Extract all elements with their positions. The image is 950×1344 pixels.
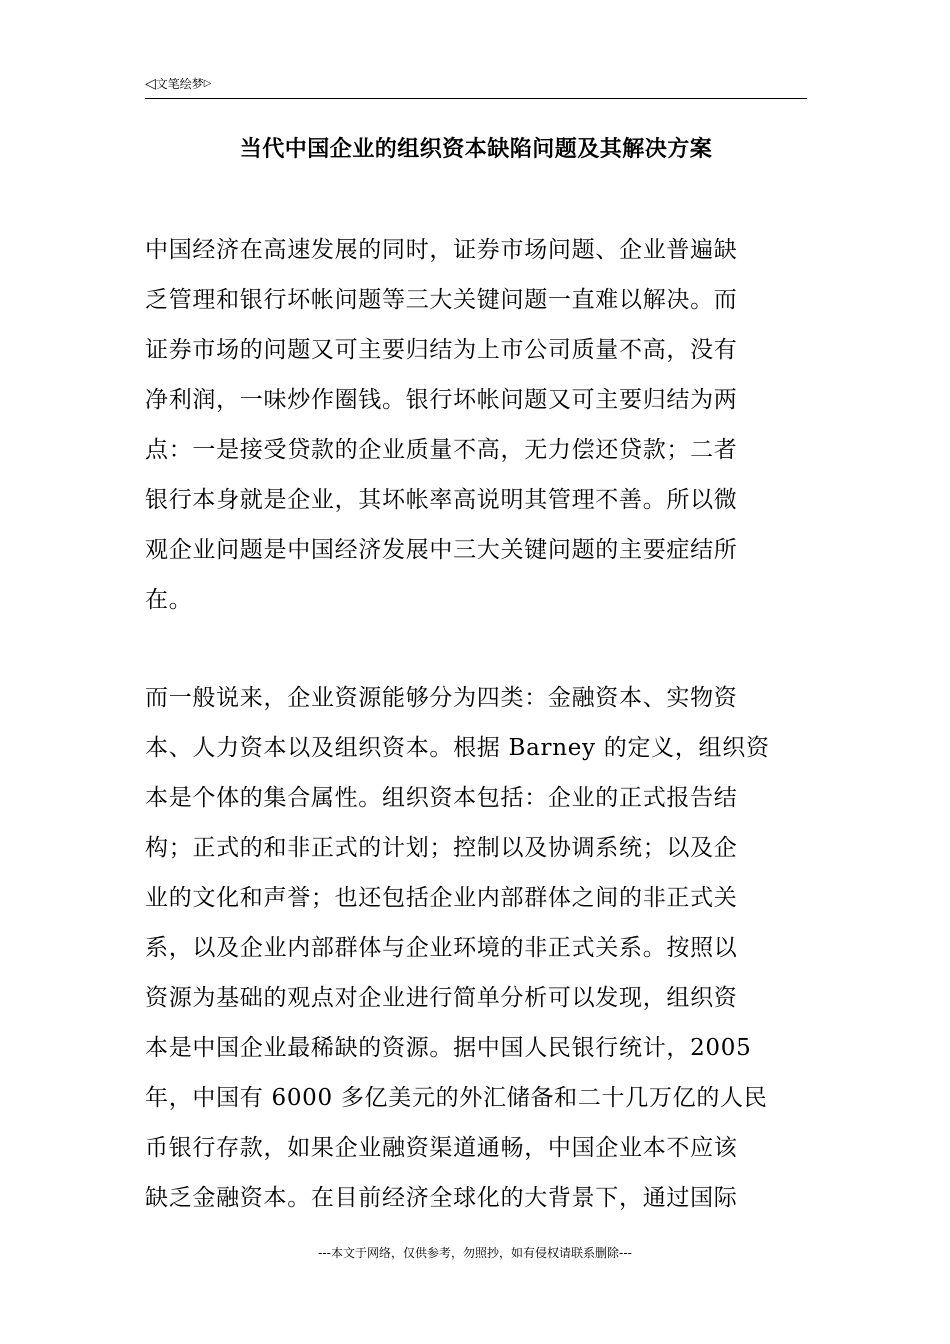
paragraph-line: 而一般说来，企业资源能够分为四类：金融资本、实物资: [145, 685, 738, 711]
paragraph-line: 构；正式的和非正式的计划；控制以及协调系统；以及企: [145, 835, 738, 861]
paragraph-line: 资源为基础的观点对企业进行简单分析可以发现，组织资: [145, 985, 738, 1011]
page-footer: ---本文于网络，仅供参考，勿照抄，如有侵权请联系删除---: [318, 1246, 632, 1260]
paragraph-line: 年，中国有 6000 多亿美元的外汇储备和二十几万亿的人民: [145, 1085, 768, 1111]
paragraph-line: 观企业问题是中国经济发展中三大关键问题的主要症结所: [145, 537, 738, 563]
paragraph-2: [145, 673, 807, 1223]
paragraph-line: 乏管理和银行坏帐问题等三大关键问题一直难以解决。而: [145, 287, 738, 313]
paragraph-line: 在。: [145, 587, 193, 613]
document-title: 当代中国企业的组织资本缺陷问题及其解决方案: [239, 137, 713, 162]
paragraph-line: 本是个体的集合属性。组织资本包括：企业的正式报告结: [145, 785, 738, 811]
paragraph-line: 币银行存款，如果企业融资渠道通畅，中国企业本不应该: [145, 1135, 738, 1161]
page-header: [145, 74, 807, 99]
paragraph-line: 点：一是接受贷款的企业质量不高，无力偿还贷款；二者: [145, 437, 738, 463]
paragraph-line: 证券市场的问题又可主要归结为上市公司质量不高，没有: [145, 337, 738, 363]
paragraph-line: 中国经济在高速发展的同时，证券市场问题、企业普遍缺: [145, 237, 738, 263]
left-triangle-icon: ◁: [145, 76, 156, 92]
paragraph-line: 系，以及企业内部群体与企业环境的非正式关系。按照以: [145, 935, 738, 961]
header-text: 文笔绘梦: [155, 77, 204, 91]
paragraph-line: 缺乏金融资本。在目前经济全球化的大背景下，通过国际: [145, 1185, 738, 1211]
paragraph-line: 银行本身就是企业，其坏帐率高说明其管理不善。所以微: [145, 487, 738, 513]
paragraph-1: [145, 225, 807, 625]
paragraph-line: 本、人力资本以及组织资本。根据 Barney 的定义，组织资: [145, 735, 770, 761]
paragraph-line: 净利润，一味炒作圈钱。银行坏帐问题又可主要归结为两: [145, 387, 738, 413]
paragraph-line: 本是中国企业最稀缺的资源。据中国人民银行统计，2005: [145, 1035, 752, 1061]
paragraph-line: 业的文化和声誉；也还包括企业内部群体之间的非正式关: [145, 885, 738, 911]
right-triangle-icon: ▷: [203, 78, 212, 89]
